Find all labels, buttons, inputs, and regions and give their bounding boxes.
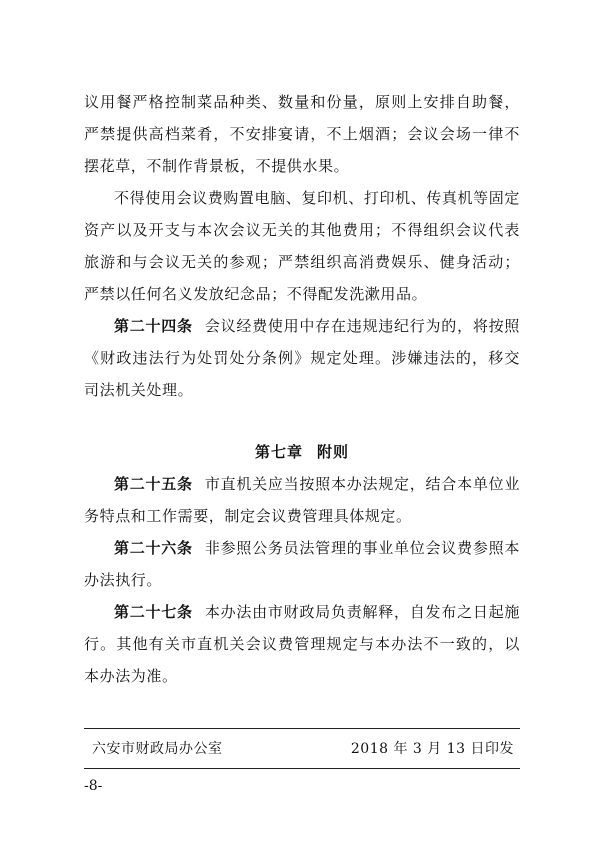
chapter-name: 附则 [317, 443, 350, 461]
chapter-number: 第七章 [254, 443, 303, 461]
document-body [84, 86, 520, 692]
footer-bottom-rule [84, 768, 520, 769]
article-26-number: 第二十六条 [114, 539, 193, 557]
issue-date: 2018 年 3 月 13 日印发 [350, 741, 514, 757]
article-26 [84, 532, 520, 596]
footer-top-rule [84, 728, 520, 729]
paragraph-prohibitions: 不得使用会议费购置电脑、复印机、打印机、传真机等固定资产以及开支与本次会议无关的其他费用；不得组织会议代表旅游和与会议无关的参观；严禁组织高消费娱乐、健身活动；严禁以任何名义发放纪念品；不得配发洗漱用品。 [84, 189, 520, 303]
issuer-name: 六安市财政局办公室 [92, 741, 223, 757]
article-27 [84, 596, 520, 692]
chapter-heading [84, 436, 520, 468]
paragraph-continued: 议用餐严格控制菜品种类、数量和份量，原则上安排自助餐，严禁提供高档菜肴，不安排宴请，不上烟酒；会议会场一律不摆花草，不制作背景板，不提供水果。 [84, 93, 520, 175]
article-25 [84, 468, 520, 532]
article-27-number: 第二十七条 [114, 603, 193, 621]
page-number: -8- [84, 778, 103, 794]
article-25-number: 第二十五条 [114, 475, 193, 493]
article-25-text: 市直机关应当按照本办法规定，结合本单位业务特点和工作需要，制定会议费管理具体规定。 [84, 475, 520, 525]
article-27-text: 本办法由市财政局负责解释，自发布之日起施行。其他有关市直机关会议费管理规定与本办法不一致的，以本办法为准。 [84, 603, 520, 685]
article-24 [84, 310, 520, 406]
footer-info [92, 738, 514, 758]
article-26-text: 非参照公务员法管理的事业单位会议费参照本办法执行。 [84, 539, 520, 589]
article-24-number: 第二十四条 [114, 317, 193, 335]
article-24-text: 会议经费使用中存在违规违纪行为的，将按照《财政违法行为处罚处分条例》规定处理。涉嫌违法的，移交司法机关处理。 [84, 317, 520, 399]
